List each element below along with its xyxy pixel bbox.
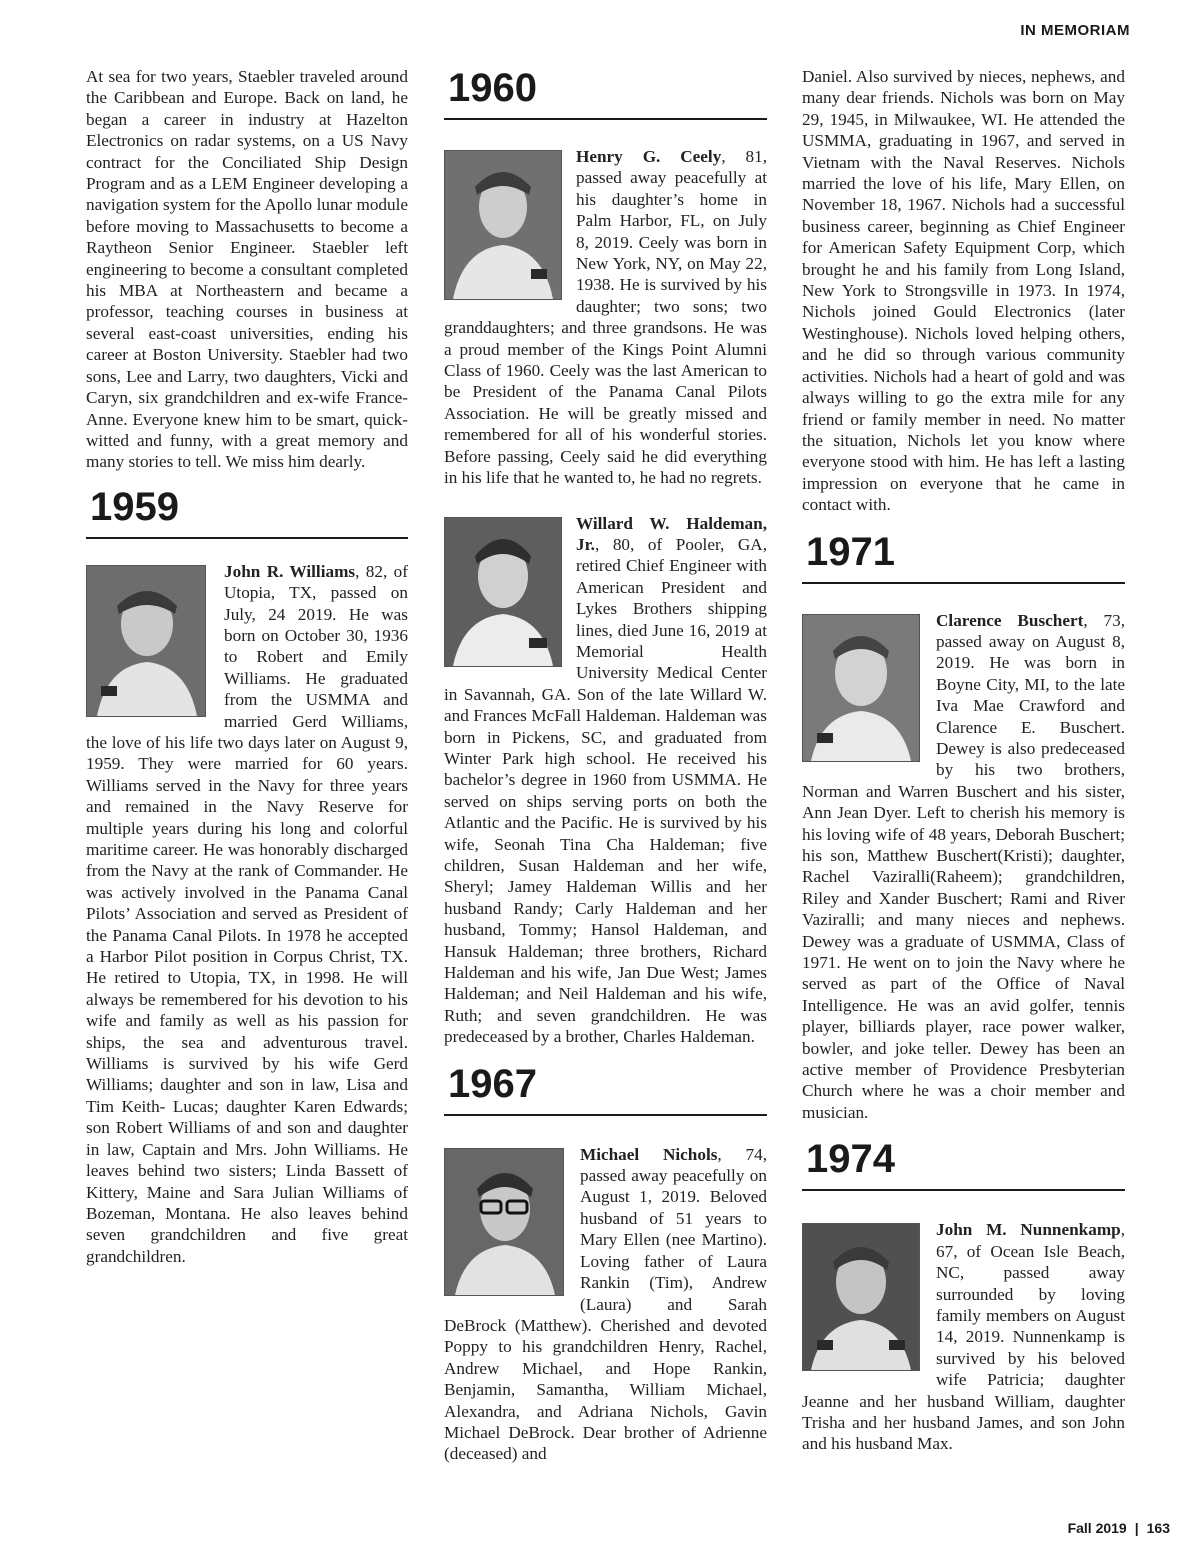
obituary-text: , 82, of Utopia, TX, passed on July, 24 2019. He was born on October 30, 1936 to Robert and Emily Williams. He graduated from the USMMA and married Gerd Williams, the love of his life two days later on August 9, 1959. They were married for 60 years. Williams served in the Navy for three years and remained in the Navy Reserve for multiple years during his long and colorful maritime career. He was honorably discharged from the Navy at the rank of Commander. He was actively involved in the Panama Canal Pilots’ Association and served as President of the Panama Canal Pilots. In 1978 he accepted a Harbor Pilot position in Corpus Christ, TX. He retired to Utopia, TX, in 1998. He will always be remembered for his devotion to his wife and family as well as his passion for ships, the sea and adventurous travel. Williams is survived by his wife Gerd Williams; daughter and son in law, Lisa and Tim Keith- Lucas; daughter Karen Edwards; son Robert Williams of and son and daughter in law, Captain and Mrs. John Williams. He leaves behind two sisters; Linda Bassett of Kittery, Maine and Sara Julian Williams of Bozeman, Montana. He also leaves behind seven grandchildren and five great grandchildren.	[86, 561, 408, 1266]
deceased-name: Henry G. Ceely	[576, 147, 722, 166]
obituary-entry	[444, 146, 767, 489]
portrait-photo	[802, 1223, 920, 1371]
portrait-illustration	[803, 615, 919, 761]
page-number: 163	[1146, 1520, 1170, 1536]
obituary-text: , 81, passed away peacefully at his daughter’s home in Palm Harbor, FL, on July 8, 2019. Ceely was born in New York, NY, on May 22, 1938. He is survived by his daughter; two sons; two granddaughters; and three grandsons. He was a proud member of the Kings Point Alumni Class of 1960. Ceely was the last American to be President of the Panama Canal Pilots Association. He will be greatly missed and remembered for all of his wonderful stories. Before passing, Ceely said he did everything in his life that he wanted to, he had no regrets.	[444, 147, 768, 488]
deceased-name: Clarence Buschert	[936, 610, 1084, 630]
obituary-entry	[802, 1219, 1125, 1454]
obituary-text: , 67, of Ocean Isle Beach, NC, passed away surrounded by loving family members on August 14, 2019. Nunnenkamp is survived by his beloved wife Patricia; daughter Jeanne and her husband William, daughter Trisha and her husband James, and son John and his husband Max.	[802, 1220, 1125, 1454]
portrait-illustration	[445, 518, 561, 666]
issue-label: Fall 2019	[1067, 1520, 1127, 1536]
portrait-photo	[444, 150, 562, 300]
portrait-illustration	[445, 151, 561, 299]
obituary-text: , 73, passed away on August 8, 2019. He was born in Boyne City, MI, to the late Iva Mae Crawford and Clarence E. Buschert. Dewey is also predeceased by his two brothers, Norman and Warren Buschert and his sister, Ann Jean Dyer. Left to cherish his memory is his loving wife of 48 years, Deborah Buschert; his son, Matthew Buschert(Kristi); daughter, Rachel Vaziralli(Raheem); grandchildren, Riley and Xander Buschert; Rami and River Vaziralli; and many nieces and nephews. Dewey was a graduate of USMMA, Class of 1971. He went on to join the Navy where he served as part of the Office of Naval Intelligence. He was an avid golfer, tennis player, billiards player, race power walker, bowler, and joke teller. Dewey has been an active member of Providence Presbyterian Church where he was a choir member and musician.	[802, 610, 1125, 1122]
column-2	[444, 66, 767, 1465]
obituary-text: , 80, of Pooler, GA, retired Chief Engineer with American President and Lykes Brothers shipping lines, died June 16, 2019 at Memorial Health University Medical Center in Savannah, GA. Son of the late Willard W. and Frances McFall Haldeman. Haldeman was born in Pickens, SC, and graduated from Winter Park high school. He received his bachelor’s degree in 1960 from USMMA. He served on ships serving ports on both the Atlantic and the Pacific. He is survived by his wife, Seonah Tina Cha Haldeman; five children, Susan Haldeman and her wife, Sheryl; Jamey Haldeman Willis and her husband Randy; Carly Haldeman and her husband, Tommy; Hansol Haldeman, and Hansuk Haldeman; three brothers, Richard Haldeman and his wife, Jan Due West; James Haldeman; and Neil Haldeman and his wife, Ruth; and seven grandchildren. He was predeceased by a brother, Charles Haldeman.	[444, 534, 767, 1047]
portrait-photo	[444, 517, 562, 667]
deceased-name: John M. Nunnenkamp	[936, 1220, 1121, 1240]
obituary-entry	[444, 513, 767, 1048]
class-year-heading: 1960	[444, 66, 767, 120]
portrait-photo	[86, 565, 206, 717]
continued-obituary-text: Daniel. Also survived by nieces, nephews, and many dear friends. Nichols was born on May 29, 1945, in Milwaukee, WI. He attended the USMMA, graduating in 1967, and served in Vietnam with the Naval Reserves. Nichols married the love of his life, Mary Ellen, on November 18, 1967. Nichols had a successful business career, beginning as Chief Engineer for American Safety Equipment Corp, which brought he and his family from Long Island, New York to Strongsville in 1973. In 1974, Nichols joined Gould Electronics (later Westinghouse). Nichols loved helping others, and he did so through various community activities. Nichols had a heart of gold and was always willing to go the extra mile for any friend or family member in need. No matter the situation, Nichols let you know where everyone stood with him. He has left a lasting impression on everyone that he came in contact with.	[802, 67, 1125, 515]
deceased-name: Willard W. Haldeman, Jr.	[576, 513, 767, 554]
class-year-heading: 1974	[802, 1137, 1125, 1191]
portrait-illustration	[803, 1224, 919, 1370]
obituary-text: , 74, passed away peacefully on August 1, 2019. Beloved husband of 51 years to Mary Ellen (nee Martino). Loving father of Laura Rankin (Tim), Andrew (Laura) and Sarah DeBrock (Matthew). Cherished and devoted Poppy to his grandchildren Henry, Rachel, Andrew Michael, and Hope Rankin, Benjamin, Samantha, William Michael, Alexandra, and Adriana Nichols, Gavin Michael DeBrock. Dear brother of Adrienne (deceased) and	[444, 1144, 767, 1464]
portrait-photo	[444, 1148, 564, 1296]
class-year-heading: 1959	[86, 485, 408, 539]
continued-obituary-text: At sea for two years, Staebler traveled around the Caribbean and Europe. Back on land, he began a career in industry at Hazelton Electronics on radar systems, on a US Navy contract for the Conciliated Ship Design Program and as a LEM Engineer developing a navigation system for the Apollo lunar module before moving to Massachusetts to become a Raytheon Senior Engineer. Staebler left engineering to become a consultant completed his MBA at Northeastern and became a professor, teaching courses in business at several east-coast universities, ending his career at Boston University. Staebler had two sons, Lee and Larry, two daughters, Vicki and Caryn, six grandchildren and ex-wife France-Anne. Everyone knew him to be smart, quick-witted and funny, with a great memory and many stories to tell. We miss him dearly.	[86, 67, 408, 472]
deceased-name: John R. Williams	[224, 561, 356, 581]
page-footer	[1068, 1520, 1170, 1536]
portrait-illustration	[87, 566, 205, 716]
class-year-heading: 1971	[802, 530, 1125, 584]
portrait-illustration	[445, 1149, 563, 1295]
obituary-entry	[86, 561, 408, 1267]
section-label: IN MEMORIAM	[1020, 22, 1130, 39]
obituary-entry	[802, 610, 1125, 1124]
deceased-name: Michael Nichols	[580, 1144, 718, 1164]
column-1	[86, 66, 408, 1267]
column-3	[802, 66, 1125, 1455]
obituary-entry	[444, 1144, 767, 1465]
class-year-heading: 1967	[444, 1062, 767, 1116]
footer-separator: |	[1134, 1520, 1139, 1536]
portrait-photo	[802, 614, 920, 762]
